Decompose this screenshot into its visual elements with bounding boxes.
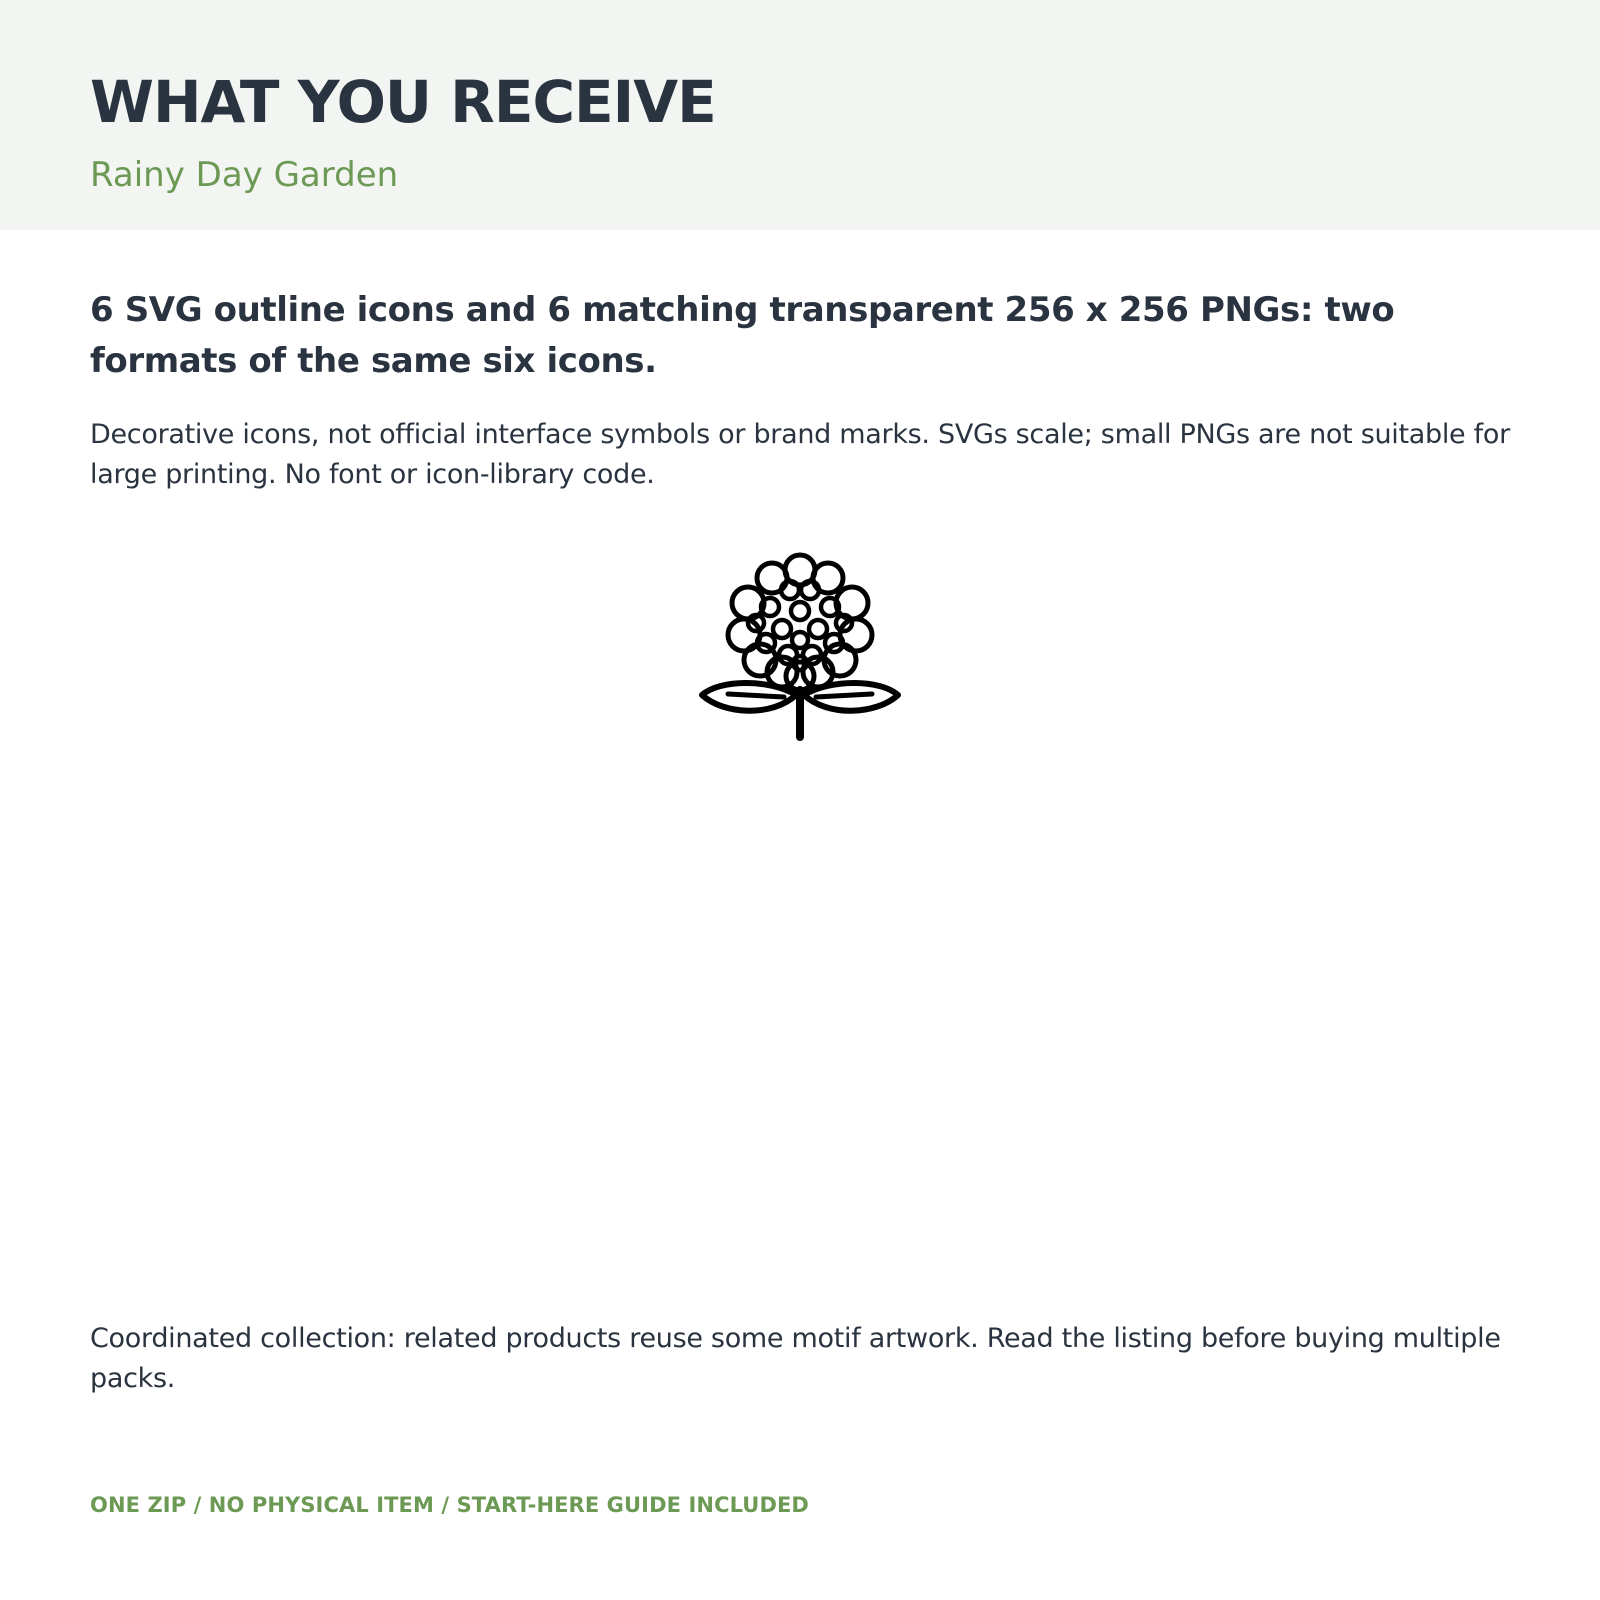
header-band [0, 0, 1600, 230]
delivery-summary: ONE ZIP / NO PHYSICAL ITEM / START-HERE GUIDE INCLUDED [90, 1493, 809, 1517]
usage-note: Decorative icons, not official interface symbols or brand marks. SVGs scale; small PNGs are not suitable for large printing. No font or icon-library code. [90, 419, 1510, 490]
page-title: WHAT YOU RECEIVE [90, 68, 716, 136]
hydrangea-flower-icon [690, 545, 910, 765]
contents-summary: 6 SVG outline icons and 6 matching transparent 256 x 256 PNGs: two formats of the same six icons. [90, 290, 1395, 381]
product-name: Rainy Day Garden [90, 155, 399, 195]
collection-note: Coordinated collection: related products reuse some motif artwork. Read the listing before buying multiple packs. [90, 1323, 1501, 1394]
